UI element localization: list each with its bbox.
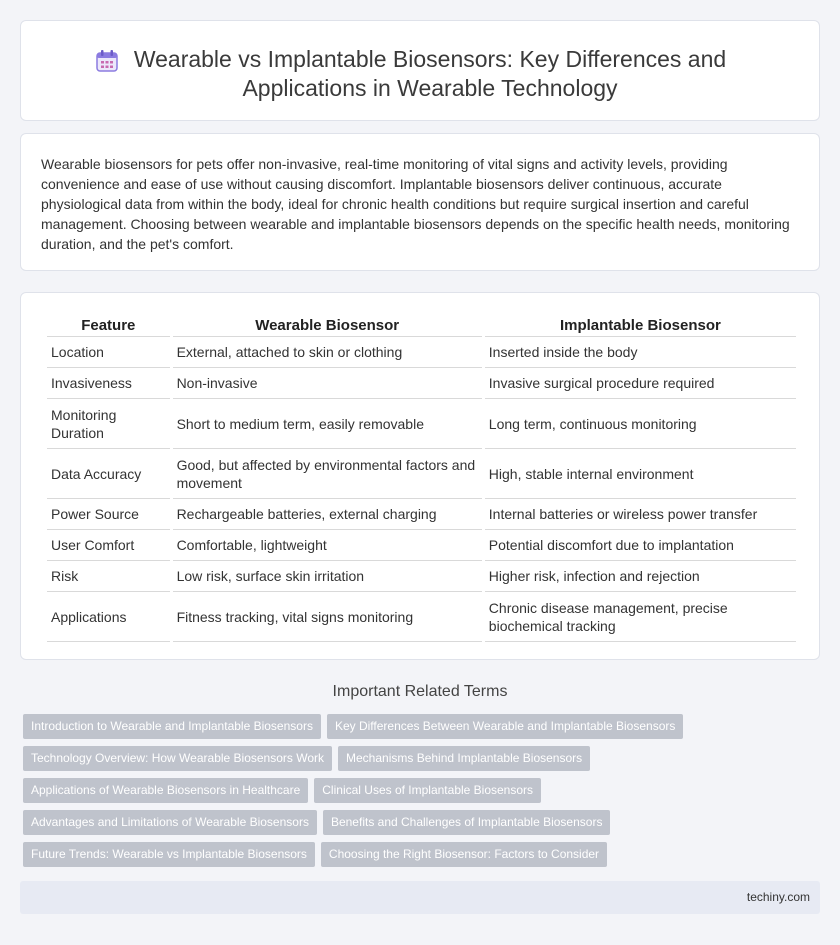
related-term-tag[interactable]: Benefits and Challenges of Implantable Biosensors bbox=[323, 810, 611, 835]
table-cell-wearable: External, attached to skin or clothing bbox=[173, 337, 482, 368]
related-tags-row bbox=[23, 714, 683, 739]
table-header-row bbox=[47, 315, 796, 337]
related-tags-row bbox=[23, 810, 610, 835]
table-cell-implantable: Potential discomfort due to implantation bbox=[485, 530, 796, 561]
table-cell-wearable: Fitness tracking, vital signs monitoring bbox=[173, 592, 482, 642]
related-term-tag[interactable]: Mechanisms Behind Implantable Biosensors bbox=[338, 746, 590, 771]
table-row bbox=[47, 449, 796, 499]
table-row bbox=[47, 368, 796, 399]
table-cell-feature: User Comfort bbox=[47, 530, 170, 561]
table-row bbox=[47, 561, 796, 592]
related-term-tag[interactable]: Applications of Wearable Biosensors in Healthcare bbox=[23, 778, 308, 803]
footer bbox=[20, 881, 820, 914]
table-row bbox=[47, 337, 796, 368]
table-row bbox=[47, 530, 796, 561]
table-cell-feature: Monitoring Duration bbox=[47, 399, 170, 449]
table-cell-feature: Risk bbox=[47, 561, 170, 592]
table-header-feature: Feature bbox=[47, 315, 170, 337]
related-term-tag[interactable]: Technology Overview: How Wearable Biosensors Work bbox=[23, 746, 332, 771]
table-cell-wearable: Comfortable, lightweight bbox=[173, 530, 482, 561]
related-term-tag[interactable]: Advantages and Limitations of Wearable Biosensors bbox=[23, 810, 317, 835]
page-title-line1: Wearable vs Implantable Biosensors: Key Differences and bbox=[133, 46, 727, 72]
table-cell-feature: Invasiveness bbox=[47, 368, 170, 399]
comparison-table bbox=[44, 315, 799, 642]
summary-card bbox=[20, 133, 820, 271]
table-cell-implantable: Invasive surgical procedure required bbox=[485, 368, 796, 399]
related-tags-row bbox=[23, 746, 590, 771]
table-cell-wearable: Rechargeable batteries, external charging bbox=[173, 499, 482, 530]
related-tags-row bbox=[23, 842, 607, 867]
table-row bbox=[47, 592, 796, 642]
table-cell-implantable: Chronic disease management, precise biochemical tracking bbox=[485, 592, 796, 642]
related-tags-row bbox=[23, 778, 541, 803]
table-cell-implantable: Long term, continuous monitoring bbox=[485, 399, 796, 449]
table-row bbox=[47, 399, 796, 449]
table-cell-wearable: Short to medium term, easily removable bbox=[173, 399, 482, 449]
table-row bbox=[47, 499, 796, 530]
title-card bbox=[20, 20, 820, 121]
table-cell-wearable: Low risk, surface skin irritation bbox=[173, 561, 482, 592]
page-title bbox=[21, 45, 819, 103]
table-cell-implantable: Inserted inside the body bbox=[485, 337, 796, 368]
table-cell-feature: Location bbox=[47, 337, 170, 368]
footer-site-link[interactable]: techiny.com bbox=[746, 890, 810, 904]
table-cell-feature: Applications bbox=[47, 592, 170, 642]
table-cell-implantable: High, stable internal environment bbox=[485, 449, 796, 499]
page-title-line2: Applications in Wearable Technology bbox=[242, 75, 618, 101]
comparison-table-card bbox=[20, 292, 820, 660]
related-term-tag[interactable]: Choosing the Right Biosensor: Factors to Consider bbox=[321, 842, 607, 867]
related-term-tag[interactable]: Key Differences Between Wearable and Implantable Biosensors bbox=[327, 714, 683, 739]
table-cell-feature: Data Accuracy bbox=[47, 449, 170, 499]
table-cell-feature: Power Source bbox=[47, 499, 170, 530]
related-term-tag[interactable]: Future Trends: Wearable vs Implantable Biosensors bbox=[23, 842, 315, 867]
summary-text: Wearable biosensors for pets offer non-invasive, real-time monitoring of vital signs and activity levels, providing convenience and ease of use without causing discomfort. Implantable biosensors deliver continuous, accurate physiological data from within the body, ideal for chronic health conditions but require surgical insertion and careful management. Choosing between wearable and implantable biosensors depends on the specific health needs, monitoring duration, and the pet's comfort. bbox=[41, 156, 790, 252]
table-cell-implantable: Higher risk, infection and rejection bbox=[485, 561, 796, 592]
table-header-implantable: Implantable Biosensor bbox=[485, 315, 796, 337]
table-cell-wearable: Non-invasive bbox=[173, 368, 482, 399]
table-header-wearable: Wearable Biosensor bbox=[173, 315, 482, 337]
related-terms-title: Important Related Terms bbox=[332, 683, 508, 700]
related-term-tag[interactable]: Introduction to Wearable and Implantable Biosensors bbox=[23, 714, 321, 739]
table-cell-implantable: Internal batteries or wireless power transfer bbox=[485, 499, 796, 530]
table-cell-wearable: Good, but affected by environmental factors and movement bbox=[173, 449, 482, 499]
related-term-tag[interactable]: Clinical Uses of Implantable Biosensors bbox=[314, 778, 541, 803]
